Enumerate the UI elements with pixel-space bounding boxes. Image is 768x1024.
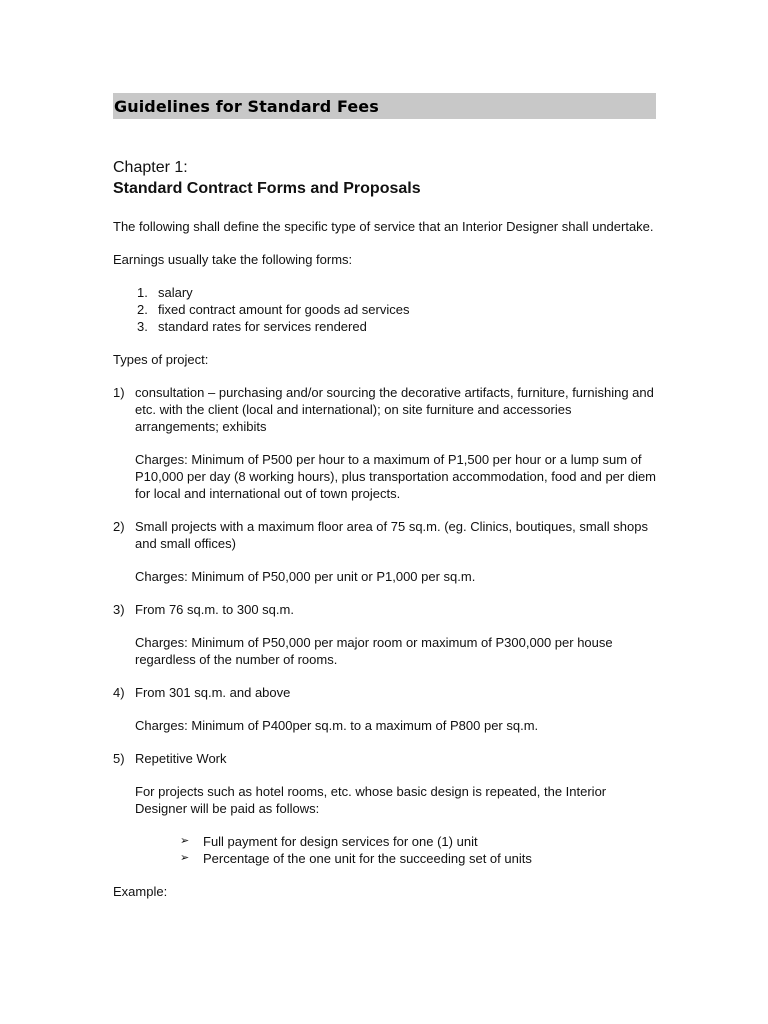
project-item: 2) Small projects with a maximum floor area of 75 sq.m. (eg. Clinics, boutiques, small shops and small offices) Charges: Minimum of P50,000 per unit or P1,000 per sq.m. <box>113 518 656 585</box>
project-charges: For projects such as hotel rooms, etc. whose basic design is repeated, the Interior Designer will be paid as follows: <box>135 784 607 816</box>
chapter-number: Chapter 1: <box>113 159 188 176</box>
document-heading: Guidelines for Standard Fees <box>114 96 379 116</box>
payment-bullets <box>113 833 656 867</box>
project-item: 3) From 76 sq.m. to 300 sq.m. Charges: Minimum of P50,000 per major room or maximum of P300,000 per house regardless of the number of rooms. <box>113 601 656 668</box>
intro-paragraph: The following shall define the specific type of service that an Interior Designer shall undertake. <box>113 219 654 234</box>
project-description: Repetitive Work <box>135 751 227 766</box>
earnings-intro: Earnings usually take the following forms: <box>113 252 353 267</box>
heading-banner <box>113 93 656 119</box>
project-item: 4) From 301 sq.m. and above Charges: Minimum of P400per sq.m. to a maximum of P800 per sq.m. <box>113 684 656 734</box>
project-charges: Charges: Minimum of P50,000 per unit or P1,000 per sq.m. <box>135 569 476 584</box>
list-item: 2. fixed contract amount for goods ad services <box>137 302 410 317</box>
project-description: From 301 sq.m. and above <box>135 685 291 700</box>
project-item: 1) consultation – purchasing and/or sourcing the decorative artifacts, furniture, furnishing and etc. with the client (local and international); on site furniture and accessories arrangements; exhibits Charges: Minimum of P500 per hour to a maximum of P1,500 per hour or a lump sum of P10,000 per day (8 working hours), plus transportation accommodation, food and per diem for local and international out of town projects. <box>113 385 657 501</box>
project-charges: Charges: Minimum of P50,000 per major room or maximum of P300,000 per house regardless of the number of rooms. <box>135 635 613 667</box>
types-intro: Types of project: <box>113 352 209 367</box>
list-item: 3. standard rates for services rendered <box>137 319 367 334</box>
list-item: ➢ Percentage of the one unit for the succeeding set of units <box>180 851 532 866</box>
arrow-bullet-icon: ➢ <box>180 835 190 847</box>
project-description: consultation – purchasing and/or sourcing the decorative artifacts, furniture, furnishing and etc. with the client (local and international); on site furniture and accessories arrangements; exhibits <box>135 385 654 434</box>
project-description: From 76 sq.m. to 300 sq.m. <box>135 602 294 617</box>
document-page <box>113 93 656 900</box>
list-item: ➢ Full payment for design services for one (1) unit <box>180 834 478 849</box>
chapter-title: Standard Contract Forms and Proposals <box>113 180 421 197</box>
example-label: Example: <box>113 884 168 899</box>
list-item: 1. salary <box>137 285 193 300</box>
project-charges: Charges: Minimum of P400per sq.m. to a maximum of P800 per sq.m. <box>135 718 539 733</box>
project-charges: Charges: Minimum of P500 per hour to a maximum of P1,500 per hour or a lump sum of P10,000 per day (8 working hours), plus transportation accommodation, food and per diem for local and international out of town projects. <box>135 452 657 501</box>
arrow-bullet-icon: ➢ <box>180 852 190 864</box>
earnings-list <box>113 284 656 335</box>
project-item: 5) Repetitive Work For projects such as hotel rooms, etc. whose basic design is repeated, the Interior Designer will be paid as follows: <box>113 750 656 817</box>
project-description: Small projects with a maximum floor area of 75 sq.m. (eg. Clinics, boutiques, small shops and small offices) <box>135 519 648 551</box>
